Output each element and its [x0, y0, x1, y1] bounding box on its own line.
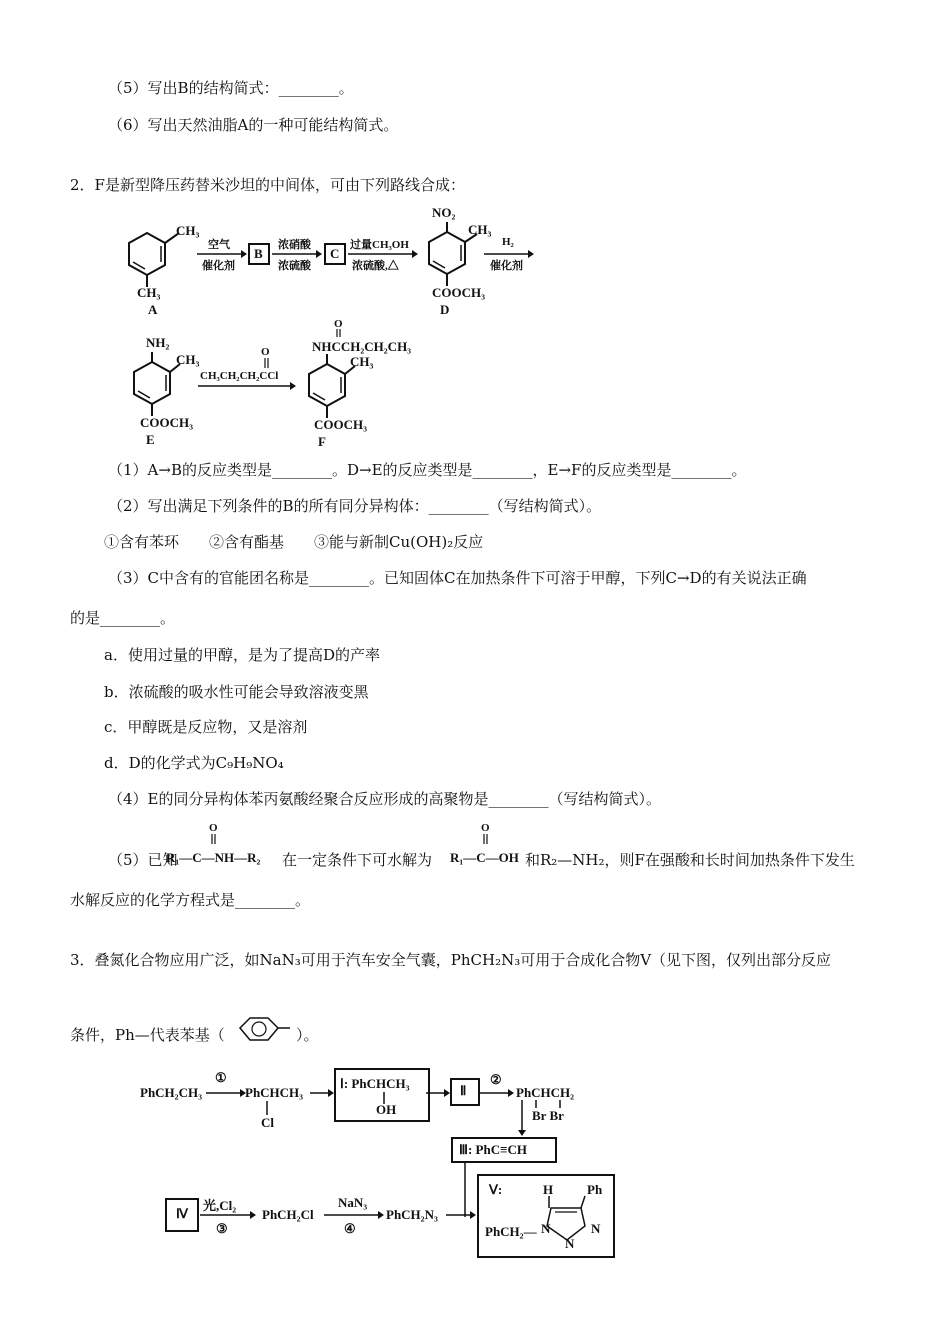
q3-arrow-to-II [426, 1088, 450, 1098]
q2-item4: （4）E的同分异构体苯丙氨酸经聚合反应形成的高聚物是________（写结构简式）。 [108, 790, 661, 808]
q3-s1: PhCH₂CH₃ [140, 1085, 202, 1100]
q1-item5: （5）写出B的结构简式：________。 [108, 79, 354, 97]
arrow2-top: 浓硝酸 [278, 239, 311, 251]
q3-box-V: Ⅴ: H Ph PhCH₂— N N N [477, 1174, 615, 1258]
q3-arrow1 [206, 1088, 246, 1098]
A-ch3-bottom: CH₃ [137, 285, 161, 300]
arrow4-bottom: 催化剂 [490, 260, 523, 272]
q3-line2-post: ）。 [296, 1026, 319, 1044]
E-cooch3: COOCH₃ [140, 415, 194, 430]
q1-item6: （6）写出天然油脂A的一种可能结构简式。 [108, 116, 399, 134]
box-C: C [324, 243, 346, 265]
q3-arrow2 [478, 1088, 514, 1098]
F-cooch3: COOCH₃ [314, 417, 368, 432]
arrow1-bottom: 催化剂 [202, 260, 235, 272]
phenyl-icon [232, 1012, 292, 1052]
arrow1-top: 空气 [208, 239, 230, 251]
q3-intro: 3．叠氮化合物应用广泛，如NaN₃可用于汽车安全气囊，PhCH₂N₃可用于合成化合物Ⅴ（见下图，仅列出部分反应 [70, 951, 832, 969]
box-B: B [248, 243, 270, 265]
q3-box-II: Ⅱ [450, 1078, 480, 1106]
q2-item3-line1: （3）C中含有的官能团名称是________。已知固体C在加热条件下可溶于甲醇，下列C→D的有关说法正确 [108, 569, 807, 587]
q2-item5-post: 和R₂—NH₂，则F在强酸和长时间加热条件下发生 [525, 851, 855, 869]
q3-s4: PhCH₂Cl [262, 1207, 314, 1222]
q3-step3-top: 光,Cl₂ [203, 1198, 237, 1213]
q2-item5-pre: （5）已知 [108, 851, 178, 869]
q3-s2-bond [266, 1101, 270, 1115]
arrow3-bottom: 浓硫酸,△ [352, 260, 399, 272]
q3-box-I: Ⅰ: PhCHCH₃ OH [334, 1068, 430, 1122]
q3-line-down [464, 1161, 468, 1217]
q3-line2-pre: 条件，Ph—代表苯基（ [70, 1026, 225, 1044]
q3-step3: ③ [216, 1221, 228, 1236]
q3-s3: PhCHCH₂ [516, 1085, 575, 1100]
F-O: O [334, 318, 343, 330]
q5-struct2-O: O [481, 822, 490, 834]
label-F: F [318, 434, 326, 449]
A-ch3-top: CH₃ [176, 223, 200, 238]
q2-option-b: b．浓硫酸的吸水性可能会导致溶液变黑 [104, 683, 369, 701]
arrow4-top: H₂ [502, 236, 514, 248]
q2-option-a: a．使用过量的甲醇，是为了提高D的产率 [104, 646, 380, 664]
arrow5-double-bond [263, 358, 273, 370]
q2-item5-mid: 在一定条件下可水解为 [282, 851, 433, 869]
F-sub: NHCCH₂CH₂CH₃ [312, 339, 412, 354]
q2-conditions: ①含有苯环 ②含有酯基 ③能与新制Cu(OH)₂反应 [104, 533, 484, 551]
q3-step4-top: NaN₃ [338, 1195, 368, 1210]
q3-arrow4 [324, 1210, 384, 1220]
q5-struct2: R₁—C—OH [450, 850, 519, 865]
label-E: E [146, 432, 155, 447]
q3-s2: PhCHCH₃ [245, 1085, 304, 1100]
q3-s2-cl: Cl [261, 1115, 274, 1130]
q2-option-d: d．D的化学式为C₉H₉NO₄ [104, 754, 284, 772]
q3-step4: ④ [344, 1221, 356, 1236]
q3-arrow-to-V [446, 1210, 476, 1220]
q3-arrow-down [517, 1100, 527, 1112]
q2-option-c: c．甲醇既是反应物，又是溶剂 [104, 718, 308, 736]
q5-struct1-double-bond [210, 834, 220, 846]
arrow5-top: CH₃CH₂CH₂CCl [200, 370, 279, 382]
D-cooch3: COOCH₃ [432, 285, 486, 300]
q3-arrow-to-I [310, 1088, 334, 1098]
q3-s5: PhCH₂N₃ [386, 1207, 438, 1222]
q2-item2: （2）写出满足下列条件的B的所有同分异构体：________（写结构简式）。 [108, 497, 602, 515]
label-A: A [148, 302, 158, 317]
q3-arrow3 [200, 1210, 256, 1220]
q2-item3-line2: 的是________。 [70, 609, 176, 627]
arrow-5 [198, 381, 296, 391]
label-D: D [440, 302, 450, 317]
arrow3-top: 过量CH₃OH [350, 239, 409, 251]
D-ch3: CH₃ [468, 222, 492, 237]
q3-s3-br: Br Br [532, 1108, 564, 1123]
q3-box-IV: Ⅳ [165, 1198, 199, 1232]
q2-intro: 2．F是新型降压药替米沙坦的中间体，可由下列路线合成： [70, 176, 465, 194]
arrow2-bottom: 浓硫酸 [278, 260, 311, 272]
arrow5-O: O [261, 346, 270, 358]
q2-item1: （1）A→B的反应类型是________。D→E的反应类型是________，E→F的反应类型是________。 [108, 461, 747, 479]
q5-struct1: R₁—C—NH—R₂ [166, 850, 261, 865]
D-no2: NO₂ [432, 205, 456, 220]
E-nh2: NH₂ [146, 335, 170, 350]
q3-step1: ① [215, 1070, 227, 1085]
q3-step2: ② [490, 1072, 502, 1087]
q3-box-III: Ⅲ: PhC≡CH [451, 1137, 557, 1163]
q5-struct1-O: O [209, 822, 218, 834]
E-ch3: CH₃ [176, 352, 200, 367]
F-ch3: CH₃ [350, 354, 374, 369]
q5-struct2-double-bond [482, 834, 492, 846]
q2-item5-line2: 水解反应的化学方程式是________。 [70, 891, 311, 909]
